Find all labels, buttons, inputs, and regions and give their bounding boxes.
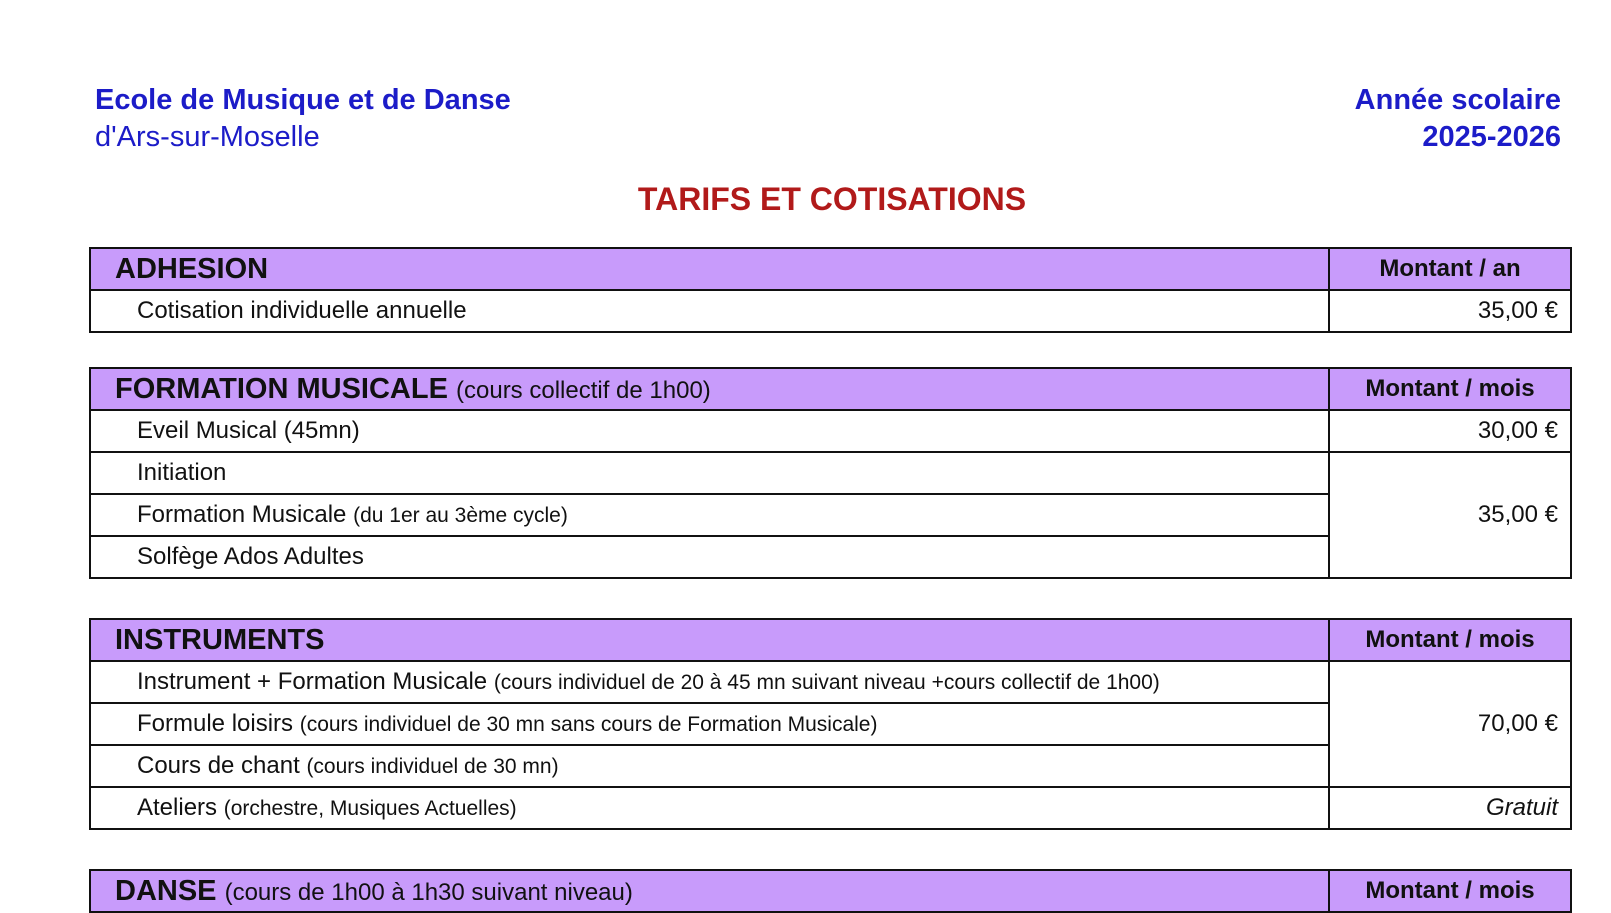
item-amount: Gratuit <box>1329 787 1571 829</box>
school-year-label: Année scolaire <box>1354 84 1561 116</box>
item-label <box>90 661 1329 703</box>
formation-amount-header: Montant / mois <box>1329 368 1571 410</box>
danse-title-sub: (cours de 1h00 à 1h30 suivant niveau) <box>224 878 633 906</box>
group-amount: 70,00 € <box>1329 661 1571 787</box>
page-title: TARIFS ET COTISATIONS <box>637 181 1027 217</box>
table-row <box>90 410 1571 452</box>
formation-title-sub: (cours collectif de 1h00) <box>456 376 711 404</box>
item-label: Eveil Musical (45mn) <box>90 410 1329 452</box>
formation-header-row <box>90 368 1571 410</box>
danse-title-main: DANSE <box>115 874 217 907</box>
formation-title <box>90 368 1329 410</box>
item-label <box>90 703 1329 745</box>
school-year <box>1355 82 1561 156</box>
item-label-main: Instrument + Formation Musicale <box>137 668 488 695</box>
adhesion-title: ADHESION <box>90 248 1329 290</box>
school-name-line2: d'Ars-sur-Moselle <box>95 121 320 153</box>
item-label-main: Ateliers <box>137 794 218 821</box>
instruments-amount-header: Montant / mois <box>1329 619 1571 661</box>
adhesion-table <box>89 247 1572 333</box>
table-row <box>90 290 1571 332</box>
danse-table <box>89 869 1572 913</box>
item-amount: 30,00 € <box>1329 410 1571 452</box>
item-label-main: Formule loisirs <box>137 710 294 737</box>
item-label <box>90 494 1329 536</box>
item-label-main: Cours de chant <box>137 752 300 779</box>
instruments-title: INSTRUMENTS <box>90 619 1329 661</box>
item-label: Initiation <box>90 452 1329 494</box>
item-label-note: (cours individuel de 20 à 45 mn suivant niveau +cours collectif de 1h00) <box>493 671 1160 694</box>
group-amount: 35,00 € <box>1329 452 1571 578</box>
table-row <box>90 787 1571 829</box>
item-label-note: (cours individuel de 30 mn sans cours de Formation Musicale) <box>299 713 878 736</box>
item-amount: 35,00 € <box>1329 290 1571 332</box>
table-row <box>90 452 1571 494</box>
adhesion-amount-header: Montant / an <box>1329 248 1571 290</box>
item-label: Solfège Ados Adultes <box>90 536 1329 578</box>
danse-amount-header: Montant / mois <box>1329 870 1571 912</box>
item-label-note: (cours individuel de 30 mn) <box>306 755 559 778</box>
item-label-note: (orchestre, Musiques Actuelles) <box>223 797 517 820</box>
formation-table <box>89 367 1572 579</box>
formation-title-main: FORMATION MUSICALE <box>115 372 448 405</box>
item-label-note: (du 1er au 3ème cycle) <box>353 504 568 527</box>
instruments-table <box>89 618 1572 830</box>
item-label <box>90 745 1329 787</box>
adhesion-header-row <box>90 248 1571 290</box>
school-name <box>95 82 511 156</box>
school-year-value: 2025-2026 <box>1422 121 1561 153</box>
item-label: Cotisation individuelle annuelle <box>90 290 1329 332</box>
item-label <box>90 787 1329 829</box>
item-label-main: Formation Musicale <box>137 501 347 528</box>
instruments-header-row <box>90 619 1571 661</box>
school-name-line1: Ecole de Musique et de Danse <box>95 84 511 116</box>
table-row <box>90 661 1571 703</box>
